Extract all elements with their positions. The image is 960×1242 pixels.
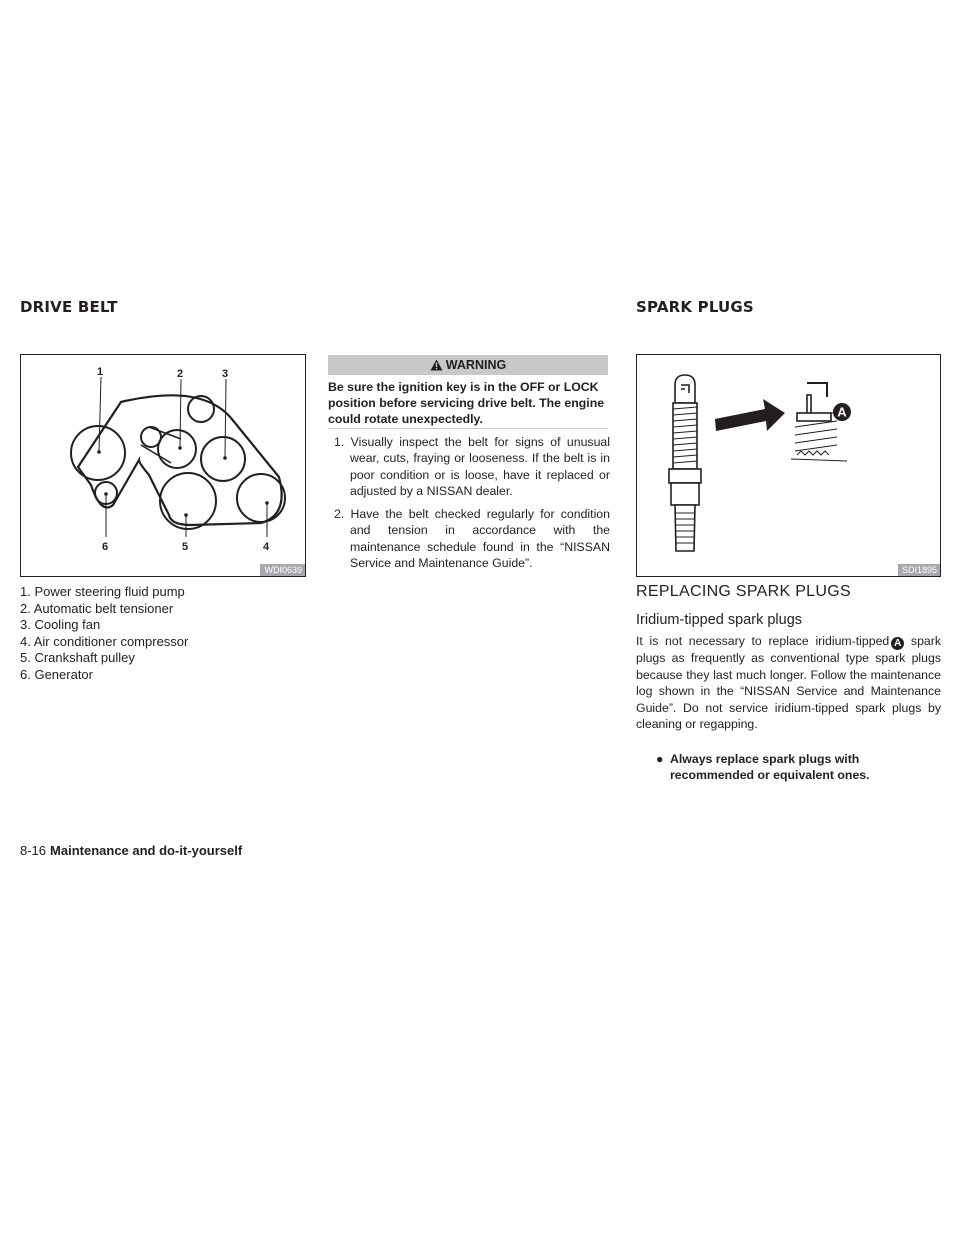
- section-heading-drive-belt: DRIVE BELT: [20, 298, 118, 316]
- bullet-icon: ●: [656, 752, 664, 766]
- diagram-label-2: 2: [177, 368, 184, 380]
- spark-plug-paragraph: [636, 633, 941, 733]
- diagram-label-6: 6: [102, 541, 109, 553]
- page-number: 8-16: [20, 843, 47, 858]
- chapter-title: Maintenance and do-it-yourself: [50, 843, 243, 858]
- list-item: 2. Automatic belt tensioner: [20, 600, 174, 616]
- paragraph-text-start: It is not necessary to replace iridium-tipped: [636, 634, 890, 648]
- inspection-steps: [334, 434, 610, 578]
- warning-divider: [328, 428, 608, 429]
- diagram-label-4: 4: [263, 541, 270, 553]
- drive-belt-figure: [20, 354, 306, 577]
- paragraph-text-end: spark plugs as frequently as conventional type spark plugs because they last much longer. Follow the maintenance log shown in the “NISSAN Service and Maintenance Guide”. Do not service iridium-tipped spark plugs by cleaning or regapping.: [636, 634, 941, 732]
- spark-plug-figure: [636, 354, 941, 577]
- subsection-subheading: Iridium-tipped spark plugs: [636, 612, 803, 628]
- bullet-text: Always replace spark plugs with recommended or equivalent ones.: [670, 752, 870, 783]
- list-item: 5. Crankshaft pulley: [20, 650, 135, 665]
- list-item: 4. Air conditioner compressor: [20, 633, 189, 649]
- drive-belt-diagram: [21, 355, 307, 578]
- callout-a-icon: A: [891, 637, 904, 650]
- diagram-label-1: 1: [97, 366, 104, 378]
- warning-triangle-icon: [430, 359, 443, 371]
- figure-id-label: SDI1895: [898, 564, 940, 576]
- list-item: 1. Visually inspect the belt for signs of unusual wear, cuts, fraying or looseness. If the belt is in poor condition or is loose, have it replaced or adjusted by a NISSAN dealer.: [334, 435, 610, 498]
- diagram-callout-a: A: [837, 404, 847, 420]
- list-item: 3. Cooling fan: [20, 617, 101, 632]
- bullet-item: [656, 751, 941, 784]
- warning-title: WARNING: [445, 358, 507, 372]
- warning-text: Be sure the ignition key is in the OFF or LOCK position before servicing drive belt. The engine could rotate unexpectedly.: [328, 380, 605, 426]
- page-footer: [20, 843, 242, 858]
- list-item: 6. Generator: [20, 666, 93, 682]
- diagram-label-5: 5: [182, 541, 189, 553]
- list-item: 2. Have the belt checked regularly for condition and tension in accordance with the maintenance schedule found in the “NISSAN Service and Maintenance Guide”.: [334, 507, 610, 571]
- section-heading-spark-plugs: SPARK PLUGS: [636, 298, 754, 316]
- warning-header: [328, 355, 608, 375]
- parts-list: [20, 584, 188, 683]
- spark-plug-diagram: [637, 355, 942, 578]
- diagram-label-3: 3: [222, 368, 229, 380]
- subsection-heading: REPLACING SPARK PLUGS: [636, 583, 851, 600]
- figure-id-label: WDI0639: [260, 564, 305, 576]
- list-item: 1. Power steering fluid pump: [20, 584, 185, 599]
